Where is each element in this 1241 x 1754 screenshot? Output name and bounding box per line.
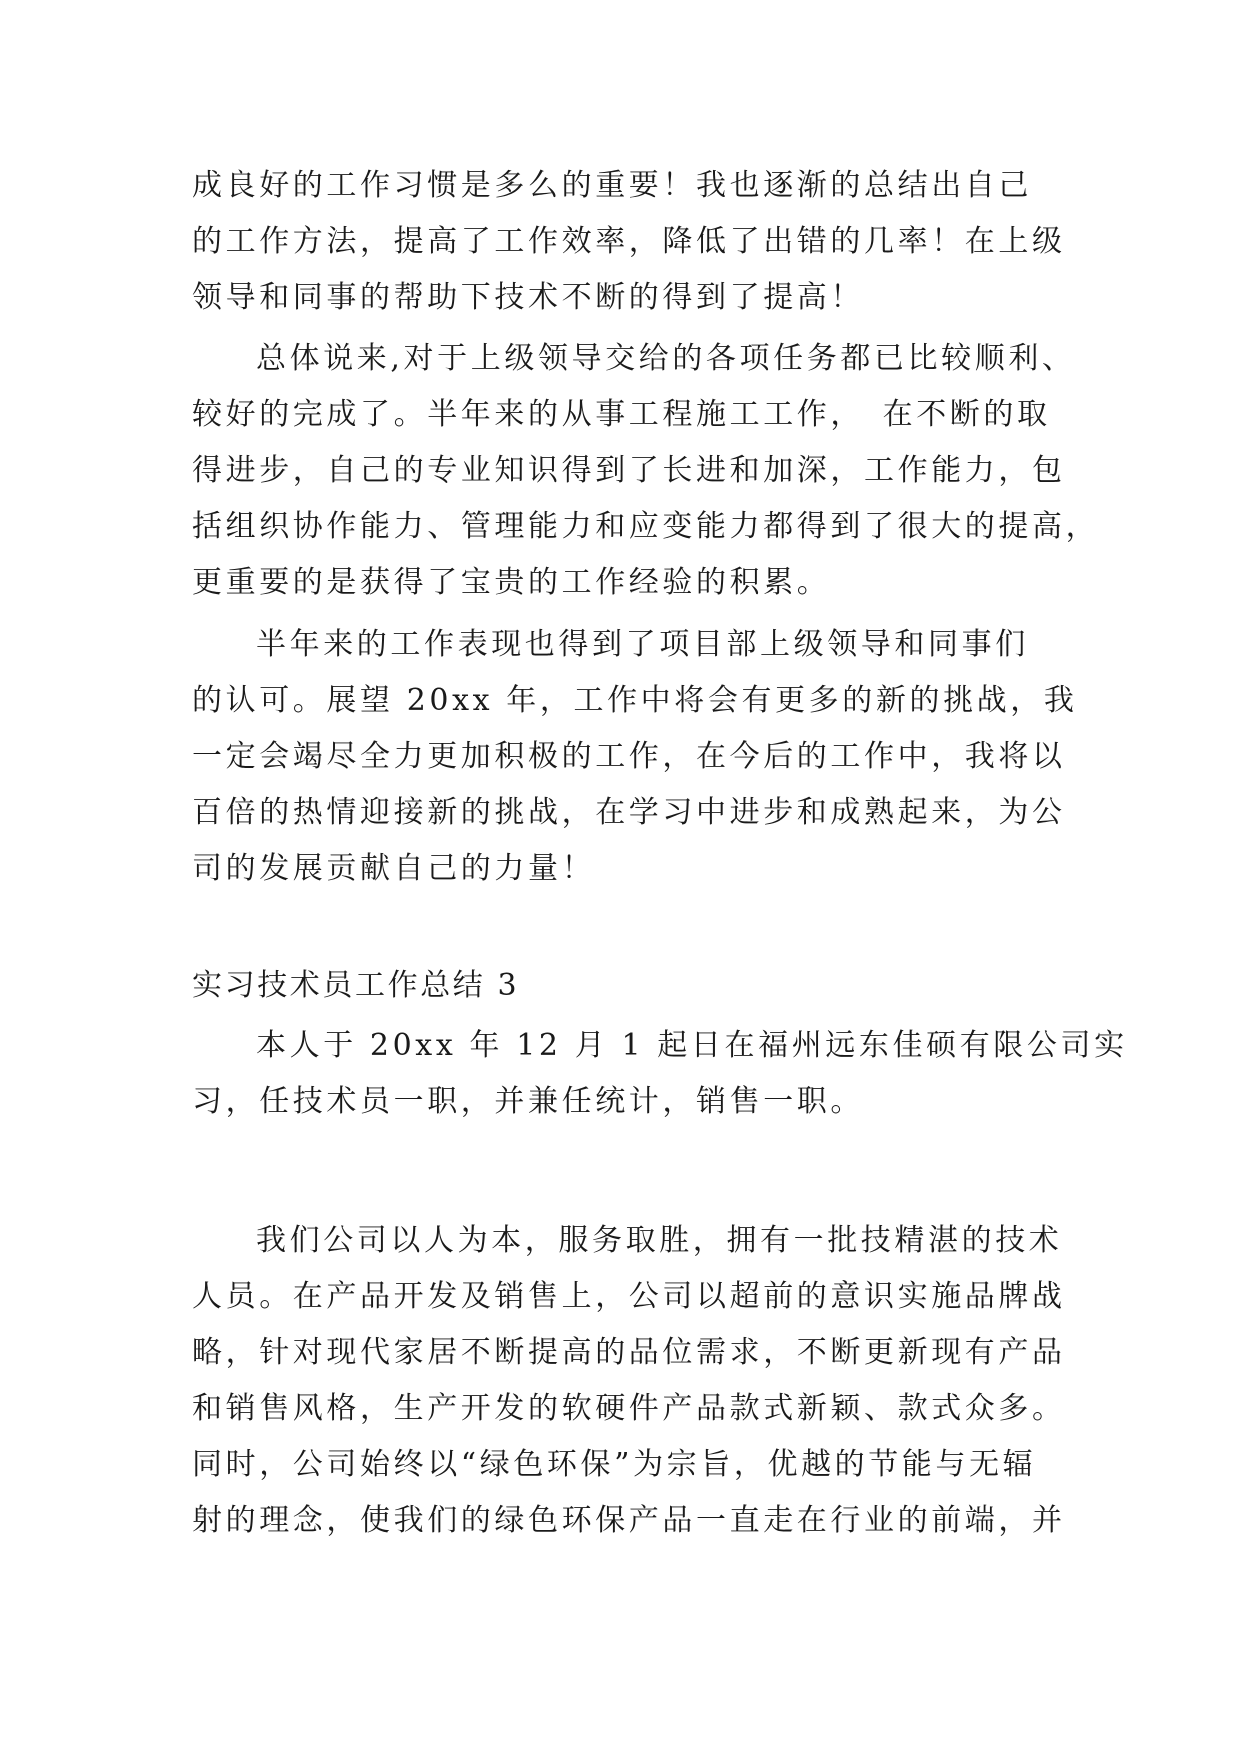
section-title: 实习技术员工作总结 3 <box>192 968 520 1003</box>
paragraph-line: 射的理念，使我们的绿色环保产品一直走在行业的前端，并 <box>192 1503 1066 1538</box>
paragraph-line: 半年来的工作表现也得到了项目部上级领导和同事们 <box>256 627 1029 662</box>
paragraph-line: 领导和同事的帮助下技术不断的得到了提高！ <box>192 280 864 315</box>
paragraph-line: 成良好的工作习惯是多么的重要！我也逐渐的总结出自己 <box>192 168 1032 203</box>
paragraph-line: 我们公司以人为本，服务取胜，拥有一批技精湛的技术 <box>256 1223 1063 1258</box>
paragraph-line: 百倍的热情迎接新的挑战，在学习中进步和成熟起来，为公 <box>192 795 1066 830</box>
paragraph-line: 略，针对现代家居不断提高的品位需求，不断更新现有产品 <box>192 1335 1066 1370</box>
paragraph-line: 人员。在产品开发及销售上，公司以超前的意识实施品牌战 <box>192 1279 1066 1314</box>
paragraph-line: 和销售风格，生产开发的软硬件产品款式新颖、款式众多。 <box>192 1391 1066 1426</box>
paragraph-line: 的工作方法，提高了工作效率，降低了出错的几率！在上级 <box>192 224 1066 259</box>
paragraph-line: 司的发展贡献自己的力量！ <box>192 851 596 886</box>
paragraph-line: 得进步，自己的专业知识得到了长进和加深，工作能力，包 <box>192 453 1066 488</box>
paragraph-line: 一定会竭尽全力更加积极的工作，在今后的工作中，我将以 <box>192 739 1066 774</box>
paragraph-line: 较好的完成了。半年来的从事工程施工工作， 在不断的取 <box>192 397 1051 432</box>
paragraph-line: 括组织协作能力、管理能力和应变能力都得到了很大的提高， <box>192 509 1100 544</box>
paragraph-line: 总体说来,对于上级领导交给的各项任务都已比较顺利、 <box>256 341 1076 376</box>
paragraph-line: 更重要的是获得了宝贵的工作经验的积累。 <box>192 565 831 600</box>
paragraph-line: 习，任技术员一职，并兼任统计，销售一职。 <box>192 1084 864 1119</box>
paragraph-line: 本人于 20xx 年 12 月 1 起日在福州远东佳硕有限公司实 <box>256 1028 1128 1063</box>
paragraph-line: 的认可。展望 20xx 年，工作中将会有更多的新的挑战，我 <box>192 683 1078 718</box>
paragraph-line: 同时，公司始终以“绿色环保”为宗旨，优越的节能与无辐 <box>192 1447 1037 1482</box>
